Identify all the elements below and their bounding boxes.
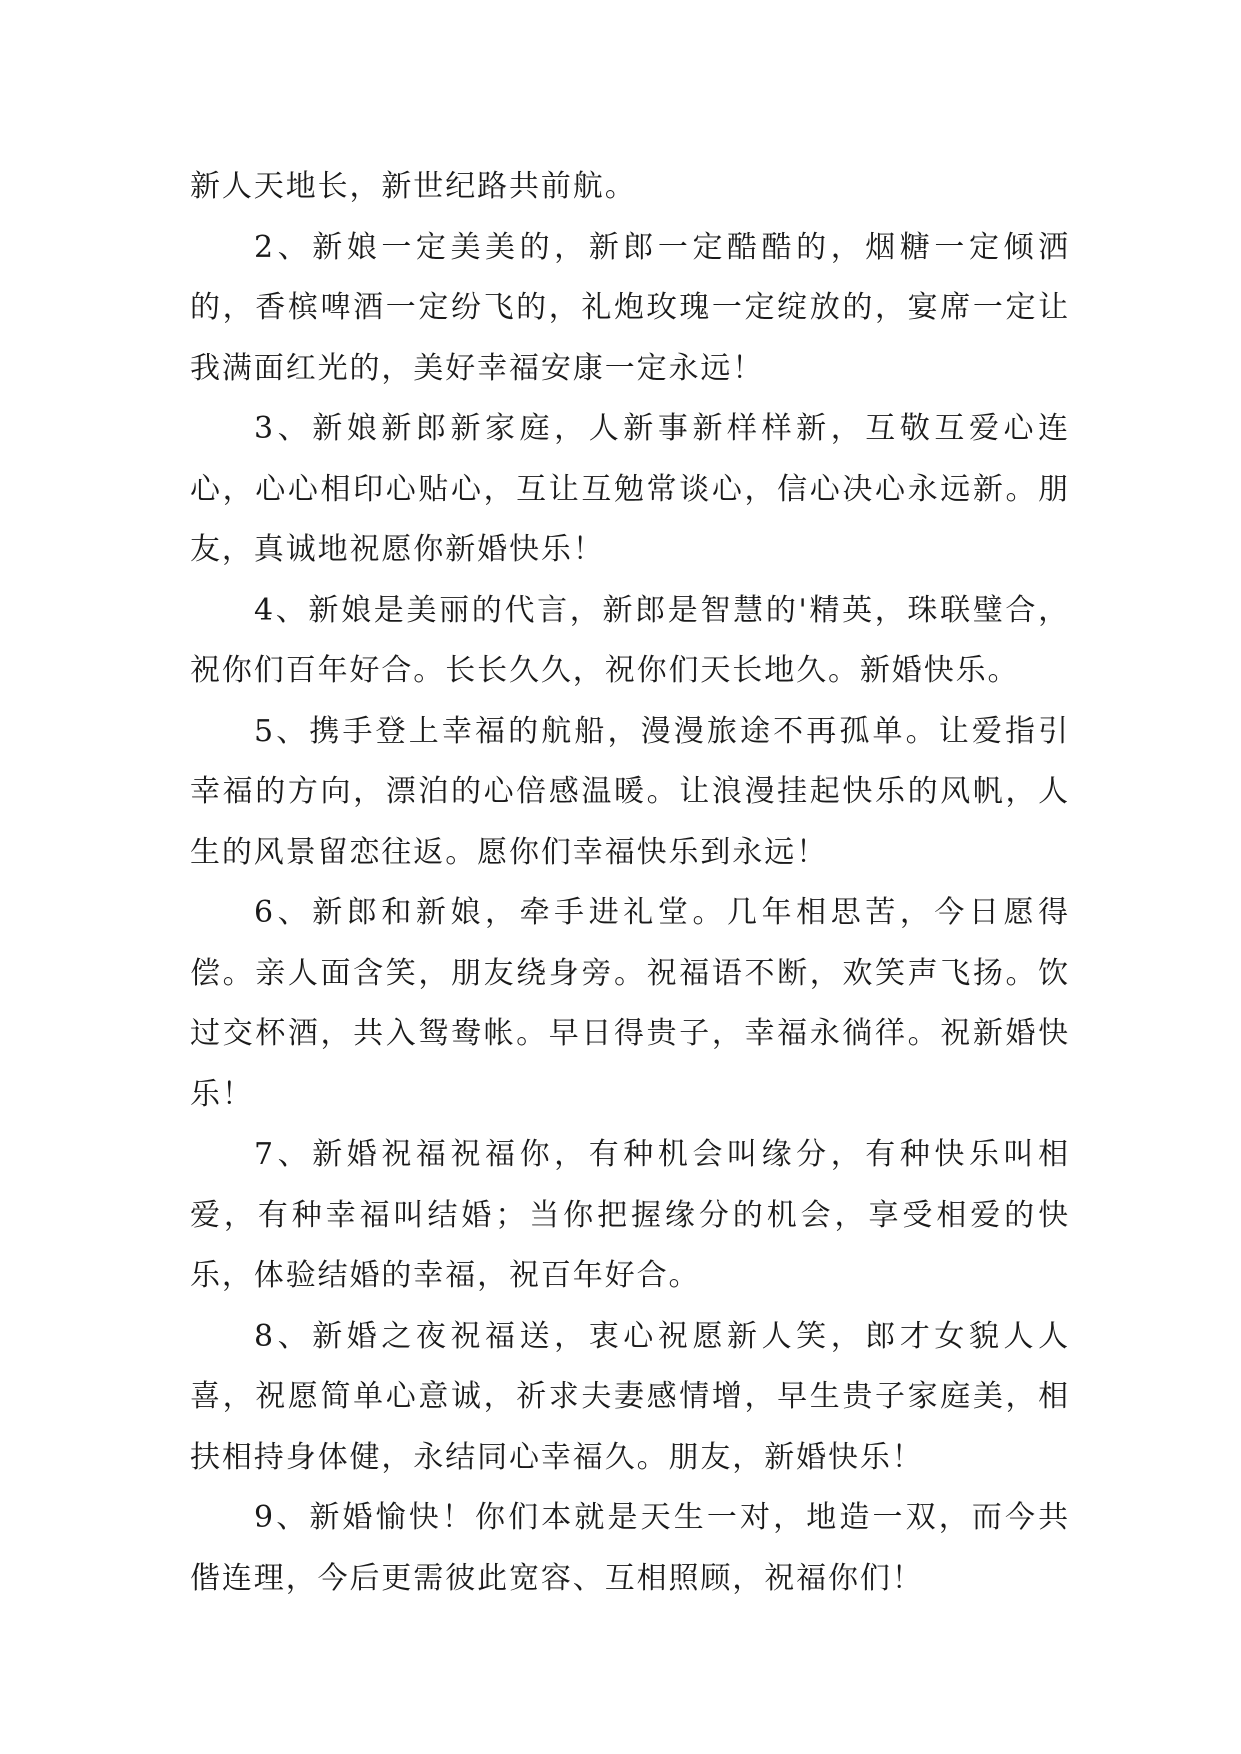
paragraph-1: 新人天地长，新世纪路共前航。 (190, 169, 637, 204)
paragraph-2: 2、新娘一定美美的，新郎一定酷酷的，烟糖一定倾洒的，香槟啤酒一定纷飞的，礼炮玫瑰一定绽放的，宴席一定让我满面红光的，美好幸福安康一定永远！ (190, 229, 1070, 386)
paragraph-9: 9、新婚愉快！你们本就是天生一对，地造一双，而今共偕连理，今后更需彼此宽容、互相照顾，祝福你们！ (190, 1500, 1070, 1596)
paragraph-8: 8、新婚之夜祝福送，衷心祝愿新人笑，郎才女貌人人喜，祝愿简单心意诚，祈求夫妻感情增，早生贵子家庭美，相扶相持身体健，永结同心幸福久。朋友，新婚快乐！ (190, 1318, 1070, 1475)
paragraph-5: 5、携手登上幸福的航船，漫漫旅途不再孤单。让爱指引幸福的方向，漂泊的心倍感温暖。让浪漫挂起快乐的风帆，人生的风景留恋往返。愿你们幸福快乐到永远！ (190, 713, 1070, 870)
paragraph-6: 6、新郎和新娘，牵手进礼堂。几年相思苦，今日愿得偿。亲人面含笑，朋友绕身旁。祝福语不断，欢笑声飞扬。饮过交杯酒，共入鸳鸯帐。早日得贵子，幸福永徜徉。祝新婚快乐！ (190, 895, 1070, 1112)
document-body (190, 157, 1070, 1609)
paragraph-4: 4、新娘是美丽的代言，新郎是智慧的'精英，珠联璧合，祝你们百年好合。长长久久，祝你们天长地久。新婚快乐。 (190, 592, 1070, 688)
paragraph-3: 3、新娘新郎新家庭，人新事新样样新，互敬互爱心连心，心心相印心贴心，互让互勉常谈心，信心决心永远新。朋友，真诚地祝愿你新婚快乐！ (190, 411, 1070, 567)
paragraph-7: 7、新婚祝福祝福你，有种机会叫缘分，有种快乐叫相爱，有种幸福叫结婚；当你把握缘分的机会，享受相爱的快乐，体验结婚的幸福，祝百年好合。 (190, 1137, 1070, 1293)
